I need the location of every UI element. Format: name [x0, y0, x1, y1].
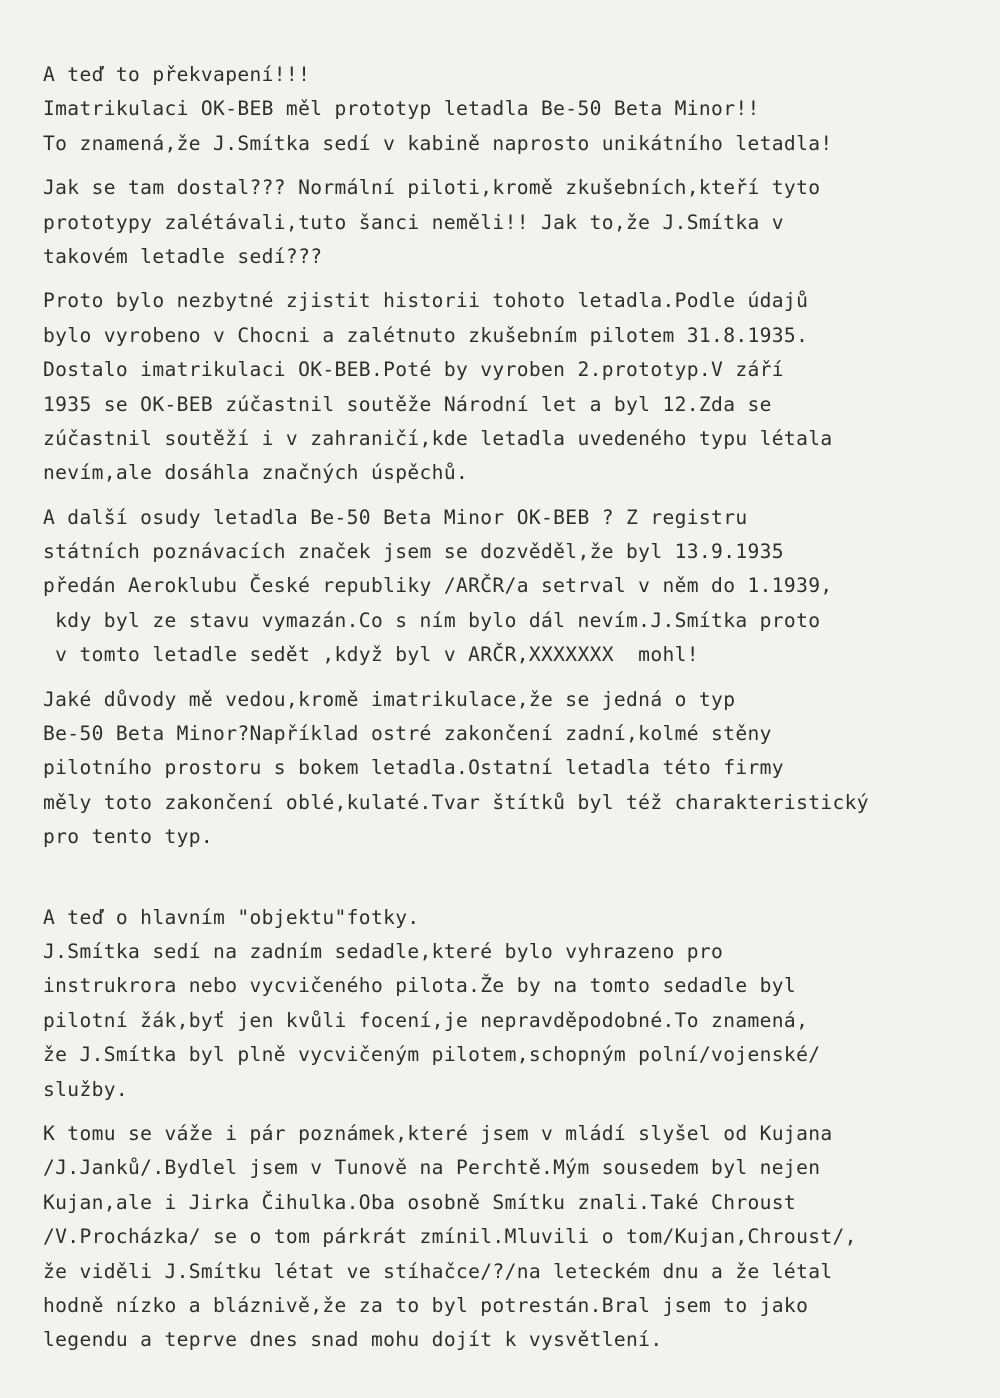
text-line: pro tento typ. — [43, 825, 214, 849]
paragraph-gap — [43, 1107, 980, 1117]
text-line: nevím,ale dosáhla značných úspěchů. — [43, 461, 469, 485]
text-line: předán Aeroklubu České republiky /ARČR/a setrval v něm do 1.1939, — [43, 574, 833, 598]
text-line: /J.Janků/.Bydlel jsem v Tunově na Perchtě.Mým sousedem byl nejen — [43, 1156, 821, 1180]
text-line: Dostalo imatrikulaci OK-BEB.Poté by vyroben 2.prototyp.V září — [43, 358, 784, 382]
text-line: že viděli J.Smítku létat ve stíhačce/?/na leteckém dnu a že létal — [43, 1259, 833, 1283]
text-line: že J.Smítka byl plně vycvičeným pilotem,schopným polní/vojenské/ — [43, 1043, 821, 1067]
text-line: prototypy zalétávali,tuto šanci neměli!! Jak to,že J.Smítka v — [43, 210, 784, 234]
paragraph — [43, 683, 980, 855]
document-body — [43, 58, 980, 1358]
paragraph — [43, 901, 980, 1107]
text-line: měly toto zakončení oblé,kulaté.Tvar štítků byl též charakteristický — [43, 790, 869, 814]
text-line: /V.Procházka/ se o tom párkrát zmínil.Mluvili o tom/Kujan,Chroust/, — [43, 1225, 857, 1249]
text-line: kdy byl ze stavu vymazán.Co s ním bylo dál nevím.J.Smítka proto — [43, 608, 821, 632]
text-line: legendu a teprve dnes snad mohu dojít k vysvětlení. — [43, 1328, 663, 1352]
text-line: takovém letadle sedí??? — [43, 244, 323, 268]
text-line: Jaké důvody mě vedou,kromě imatrikulace,že se jedná o typ — [43, 687, 736, 711]
paragraph — [43, 171, 980, 274]
paragraph-gap — [43, 491, 980, 501]
paragraph-gap — [43, 161, 980, 171]
text-line: To znamená,že J.Smítka sedí v kabině naprosto unikátního letadla! — [43, 131, 833, 155]
paragraph-gap — [43, 274, 980, 284]
text-line: zúčastnil soutěží i v zahraničí,kde letadla uvedeného typu létala — [43, 426, 833, 450]
text-line: 1935 se OK-BEB zúčastnil soutěže Národní let a byl 12.Zda se — [43, 392, 772, 416]
text-line: A teď to překvapení!!! — [43, 63, 311, 86]
paragraph — [43, 1117, 980, 1358]
text-line: pilotní žák,byť jen kvůli focení,je nepravděpodobné.To znamená, — [43, 1008, 809, 1032]
paragraph-gap — [43, 673, 980, 683]
text-line: instrukrora nebo vycvičeného pilota.Že by na tomto sedadle byl — [43, 974, 797, 998]
text-line: K tomu se váže i pár poznámek,které jsem v mládí slyšel od Kujana — [43, 1121, 833, 1145]
text-line: Kujan,ale i Jirka Čihulka.Oba osobně Smítku znali.Také Chroust — [43, 1190, 797, 1214]
text-line: Imatrikulaci OK-BEB měl prototyp letadla Be-50 Beta Minor!! — [43, 97, 760, 121]
text-line: hodně nízko a bláznivě,že za to byl potrestán.Bral jsem to jako — [43, 1293, 809, 1317]
text-line: služby. — [43, 1077, 129, 1101]
text-line: Be-50 Beta Minor?Například ostré zakončení zadní,kolmé stěny — [43, 722, 772, 746]
text-line: bylo vyrobeno v Chocni a zalétnuto zkušebním pilotem 31.8.1935. — [43, 323, 809, 347]
text-line: A teď o hlavním "objektu"fotky. — [43, 905, 420, 929]
text-line: pilotního prostoru s bokem letadla.Ostatní letadla této firmy — [43, 756, 784, 780]
text-line: státních poznávacích značek jsem se dozvěděl,že byl 13.9.1935 — [43, 540, 784, 564]
paragraph — [43, 284, 980, 490]
paragraph-gap — [43, 855, 980, 901]
text-line: v tomto letadle sedět ,když byl v ARČR,XXXXXXX mohl! — [43, 643, 699, 667]
paragraph — [43, 58, 980, 161]
text-line: J.Smítka sedí na zadním sedadle,které bylo vyhrazeno pro — [43, 939, 724, 963]
text-line: Proto bylo nezbytné zjistit historii tohoto letadla.Podle údajů — [43, 289, 809, 313]
paragraph — [43, 501, 980, 673]
text-line: Jak se tam dostal??? Normální piloti,kromě zkušebních,kteří tyto — [43, 176, 821, 200]
text-line: A další osudy letadla Be-50 Beta Minor OK-BEB ? Z registru — [43, 505, 748, 529]
